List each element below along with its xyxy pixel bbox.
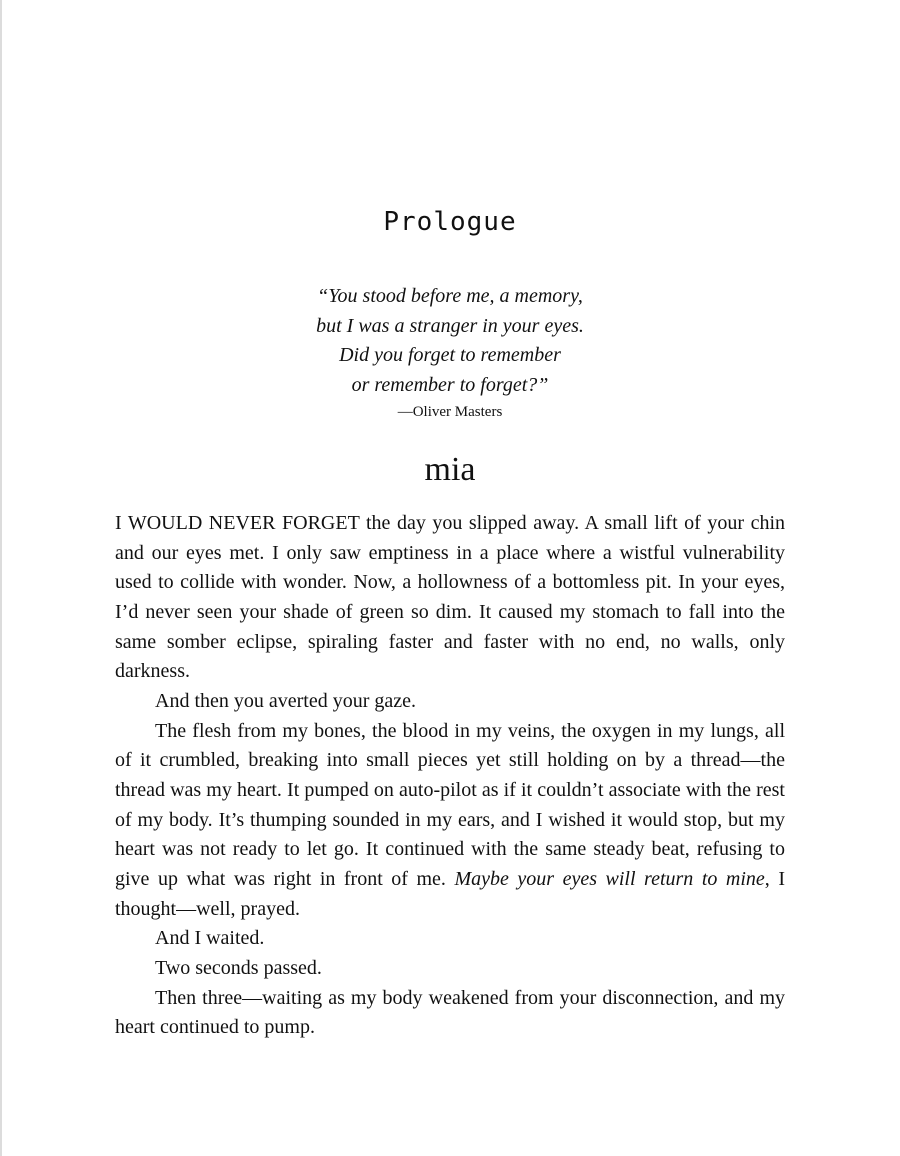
paragraph xyxy=(115,924,785,954)
paragraph xyxy=(115,984,785,1043)
paragraph xyxy=(115,509,785,687)
epigraph-line: or remember to forget?” xyxy=(351,374,549,397)
body-text xyxy=(115,509,785,1043)
paragraph xyxy=(115,687,785,717)
epigraph-line: but I was a stranger in your eyes. xyxy=(316,314,584,337)
epigraph xyxy=(0,282,900,401)
paragraph-text: Then three—waiting as my body weakened from your disconnection, and my heart continued to pump. xyxy=(115,986,785,1039)
paragraph-text: I WOULD NEVER FORGET the day you slipped away. A small lift of your chin and our eyes met. I only saw emptiness in a place where a wistful vulnerability used to collide with wonder. Now, a hollowness of a bottomless pit. In your eyes, I’d never seen your shade of green so dim. It caused my stomach to fall into the same somber eclipse, spiraling faster and faster with no end, no walls, only darkness. xyxy=(115,512,785,683)
italic-thought: Maybe your eyes will return to mine xyxy=(454,867,765,890)
paragraph-text: Two seconds passed. xyxy=(155,956,322,979)
epigraph-line: “You stood before me, a memory, xyxy=(317,285,583,307)
page-edge xyxy=(0,0,2,1156)
paragraph-text: And I waited. xyxy=(155,927,265,950)
paragraph-tail: , I thought—well, prayed. xyxy=(115,867,785,920)
paragraph-text: The flesh from my bones, the blood in my veins, the oxygen in my lungs, all of it crumbled, breaking into small pieces yet still holding on by a thread—the thread was my heart. It pumped on auto-pilot as if it couldn’t associate with the rest of my body. It’s thumping sounded in my ears, and I wished it would stop, but my heart was not ready to let go. It continued with the same steady beat, refusing to give up what was right in front of me. xyxy=(115,719,785,890)
chapter-title: Prologue xyxy=(383,207,517,237)
epigraph-attribution: —Oliver Masters xyxy=(397,404,503,420)
epigraph-line: Did you forget to remember xyxy=(339,344,561,367)
paragraph xyxy=(115,954,785,984)
pov-heading: mia xyxy=(424,451,476,488)
paragraph xyxy=(115,717,785,925)
paragraph-text: And then you averted your gaze. xyxy=(155,689,417,712)
